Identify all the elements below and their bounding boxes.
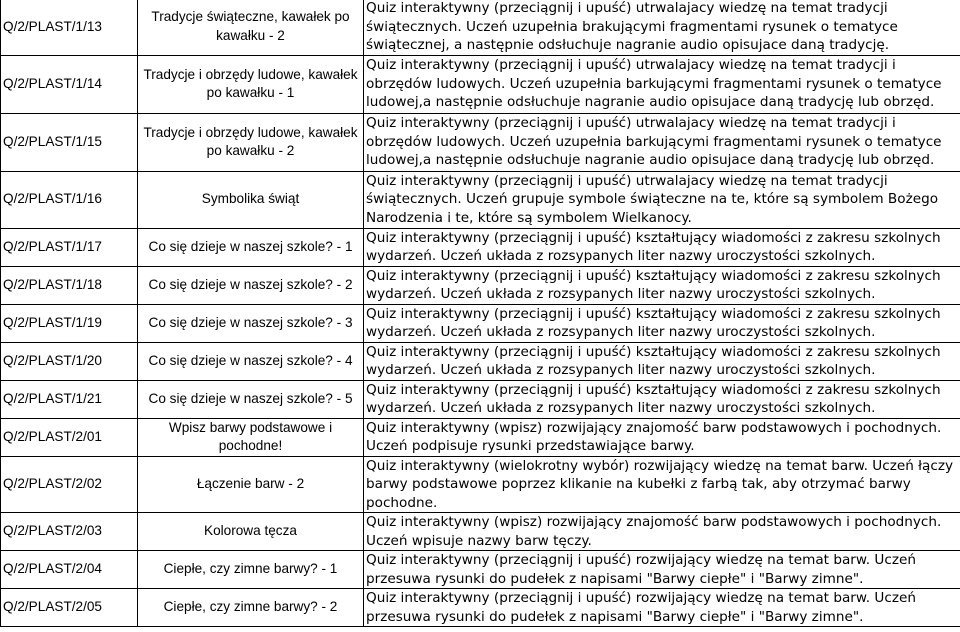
resource-code: Q/2/PLAST/1/13 — [1, 0, 138, 55]
table-row — [1, 551, 960, 589]
table-row — [1, 171, 960, 228]
resource-code: Q/2/PLAST/1/14 — [1, 55, 138, 113]
resource-description: Quiz interaktywny (przeciągnij i upuść) kształtujący wiadomości z zakresu szkolnych wydarzeń. Uczeń układa z rozsypanych liter nazwy uroczystości szkolnych. — [364, 380, 960, 418]
resource-description: Quiz interaktywny (przeciągnij i upuść) kształtujący wiadomości z zakresu szkolnych wydarzeń. Uczeń układa z rozsypanych liter nazwy uroczystości szkolnych. — [364, 228, 960, 266]
resource-title: Co się dzieje w naszej szkole? - 2 — [138, 266, 364, 304]
resource-description: Quiz interaktywny (przeciągnij i upuść) utrwalajacy wiedzę na temat tradycji i obrzędów ludowych. Uczeń uzupełnia barkującymi fragmentami rysunek o tematyce ludowej,a następnie odsłuchuje nagranie audio opisujace daną tradycję lub obrzęd. — [364, 55, 960, 113]
resource-code: Q/2/PLAST/2/03 — [1, 513, 138, 551]
resource-title: Ciepłe, czy zimne barwy? - 2 — [138, 589, 364, 627]
resource-code: Q/2/PLAST/2/05 — [1, 589, 138, 627]
resource-description: Quiz interaktywny (wpisz) rozwijający znajomość barw podstawowych i pochodnych. Uczeń wpisuje nazwy barw tęczy. — [364, 513, 960, 551]
resource-code: Q/2/PLAST/2/04 — [1, 551, 138, 589]
resource-title: Tradycje świąteczne, kawałek po kawałku - 2 — [138, 0, 364, 55]
resource-description: Quiz interaktywny (przeciągnij i upuść) utrwalajacy wiedzę na temat tradycji i obrzędów ludowych. Uczeń uzupełnia barkującymi fragmentami rysunek o tematyce ludowej,a następnie odsłuchuje nagranie audio opisujace daną tradycję lub obrzęd. — [364, 113, 960, 171]
resource-title: Symbolika świąt — [138, 171, 364, 228]
table-row — [1, 0, 960, 55]
resource-description: Quiz interaktywny (przeciągnij i upuść) rozwijający wiedzę na temat barw. Uczeń przesuwa rysunki do pudełek z napisami "Barwy ciepłe" i "Barwy zimne". — [364, 589, 960, 627]
resource-code: Q/2/PLAST/1/15 — [1, 113, 138, 171]
table-row — [1, 589, 960, 627]
resource-description: Quiz interaktywny (przeciągnij i upuść) rozwijający wiedzę na temat barw. Uczeń przesuwa rysunki do pudełek z napisami "Barwy ciepłe" i "Barwy zimne". — [364, 551, 960, 589]
resource-description: Quiz interaktywny (przeciągnij i upuść) utrwalajacy wiedzę na temat tradycji świątecznych. Uczeń uzupełnia brakującymi fragmentami rysunek o tematyce świątecznej, a następnie odsłuchuje nagranie audio opisujace daną tradycję. — [364, 0, 960, 55]
resource-title: Wpisz barwy podstawowe i pochodne! — [138, 418, 364, 456]
resource-code: Q/2/PLAST/2/02 — [1, 456, 138, 513]
resource-title: Tradycje i obrzędy ludowe, kawałek po kawałku - 1 — [138, 55, 364, 113]
resource-title: Co się dzieje w naszej szkole? - 5 — [138, 380, 364, 418]
table-row — [1, 418, 960, 456]
table-row — [1, 266, 960, 304]
table-row — [1, 456, 960, 513]
resource-description: Quiz interaktywny (wielokrotny wybór) rozwijający wiedzę na temat barw. Uczeń łączy barwy podstawowe poprzez klikanie na kubełki z farbą tak, aby otrzymać barwy pochodne. — [364, 456, 960, 513]
resource-code: Q/2/PLAST/1/18 — [1, 266, 138, 304]
resource-title: Łączenie barw - 2 — [138, 456, 364, 513]
resource-description: Quiz interaktywny (przeciągnij i upuść) kształtujący wiadomości z zakresu szkolnych wydarzeń. Uczeń układa z rozsypanych liter nazwy uroczystości szkolnych. — [364, 266, 960, 304]
resource-code: Q/2/PLAST/1/17 — [1, 228, 138, 266]
resource-code: Q/2/PLAST/1/20 — [1, 342, 138, 380]
resource-description: Quiz interaktywny (przeciągnij i upuść) kształtujący wiadomości z zakresu szkolnych wydarzeń. Uczeń układa z rozsypanych liter nazwy uroczystości szkolnych. — [364, 342, 960, 380]
table-row — [1, 113, 960, 171]
resource-description: Quiz interaktywny (przeciągnij i upuść) utrwalajacy wiedzę na temat tradycji świątecznych. Uczeń grupuje symbole świąteczne na te, które są symbolem Bożego Narodzenia i te, które są symbolem Wielkanocy. — [364, 171, 960, 228]
resource-code: Q/2/PLAST/1/21 — [1, 380, 138, 418]
table-body — [1, 0, 960, 627]
resource-title: Kolorowa tęcza — [138, 513, 364, 551]
resource-title: Tradycje i obrzędy ludowe, kawałek po kawałku - 2 — [138, 113, 364, 171]
resource-code: Q/2/PLAST/2/01 — [1, 418, 138, 456]
resource-title: Co się dzieje w naszej szkole? - 3 — [138, 304, 364, 342]
table-row — [1, 55, 960, 113]
table-row — [1, 513, 960, 551]
table-row — [1, 342, 960, 380]
table-row — [1, 380, 960, 418]
table-row — [1, 304, 960, 342]
resource-title: Ciepłe, czy zimne barwy? - 1 — [138, 551, 364, 589]
resource-code: Q/2/PLAST/1/16 — [1, 171, 138, 228]
resource-description: Quiz interaktywny (wpisz) rozwijający znajomość barw podstawowych i pochodnych. Uczeń podpisuje rysunki przedstawiające barwy. — [364, 418, 960, 456]
resource-title: Co się dzieje w naszej szkole? - 1 — [138, 228, 364, 266]
table-row — [1, 228, 960, 266]
resource-title: Co się dzieje w naszej szkole? - 4 — [138, 342, 364, 380]
resource-description: Quiz interaktywny (przeciągnij i upuść) kształtujący wiadomości z zakresu szkolnych wydarzeń. Uczeń układa z rozsypanych liter nazwy uroczystości szkolnych. — [364, 304, 960, 342]
resource-code: Q/2/PLAST/1/19 — [1, 304, 138, 342]
